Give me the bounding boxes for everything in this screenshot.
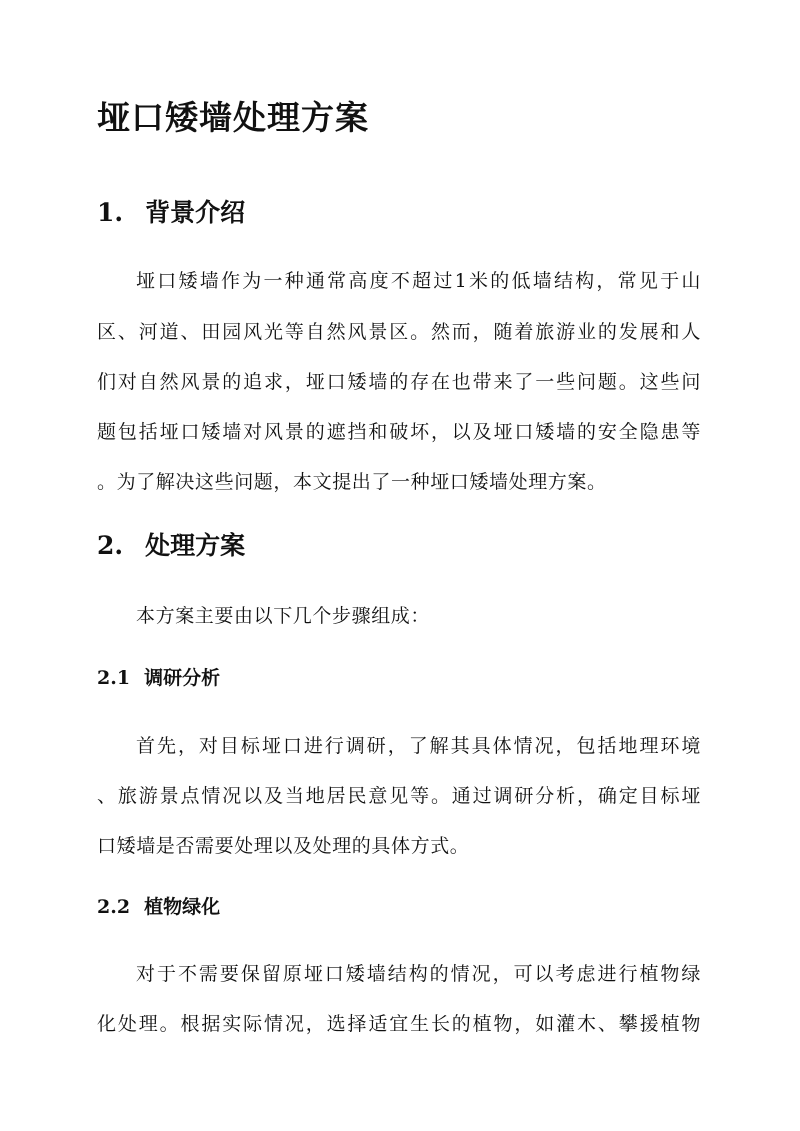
- paragraph-line: 口矮墙是否需要处理以及处理的具体方式。: [97, 835, 470, 857]
- paragraph-line: 们对自然风景的追求，垭口矮墙的存在也带来了一些问题。这些问: [97, 371, 701, 393]
- subsection-number: 2.1: [97, 667, 131, 689]
- paragraph-line: 首先，对目标垭口进行调研，了解其具体情况，包括地理环境: [136, 735, 701, 757]
- subsection-title: 调研分析: [144, 667, 221, 689]
- subsection-title: 植物绿化: [144, 896, 221, 918]
- paragraph-line: 。为了解决这些问题，本文提出了一种垭口矮墙处理方案。: [97, 471, 607, 493]
- subsection-heading-research: [97, 665, 220, 691]
- document-title: 垭口矮墙处理方案: [97, 98, 369, 137]
- paragraph-line: 、旅游景点情况以及当地居民意见等。通过调研分析，确定目标垭: [97, 785, 701, 807]
- paragraph-line: 垭口矮墙作为一种通常高度不超过1米的低墙结构，常见于山: [136, 270, 701, 292]
- section-number: 1.: [97, 198, 124, 227]
- paragraph-line: 化处理。根据实际情况，选择适宜生长的植物，如灌木、攀援植物: [97, 1013, 701, 1035]
- section-number: 2.: [97, 531, 124, 560]
- paragraph-line: 对于不需要保留原垭口矮墙结构的情况，可以考虑进行植物绿: [136, 963, 701, 985]
- subsection-heading-greening: [97, 894, 220, 920]
- section-title: 背景介绍: [145, 198, 246, 227]
- section-heading-solution: [97, 529, 245, 563]
- subsection-number: 2.2: [97, 896, 131, 918]
- section-title: 处理方案: [145, 531, 246, 560]
- paragraph-line: 题包括垭口矮墙对风景的遮挡和破坏，以及垭口矮墙的安全隐患等: [97, 421, 701, 443]
- section-heading-background: [97, 196, 245, 230]
- paragraph-line: 区、河道、田园风光等自然风景区。然而，随着旅游业的发展和人: [97, 321, 701, 343]
- section-intro: 本方案主要由以下几个步骤组成：: [136, 605, 431, 627]
